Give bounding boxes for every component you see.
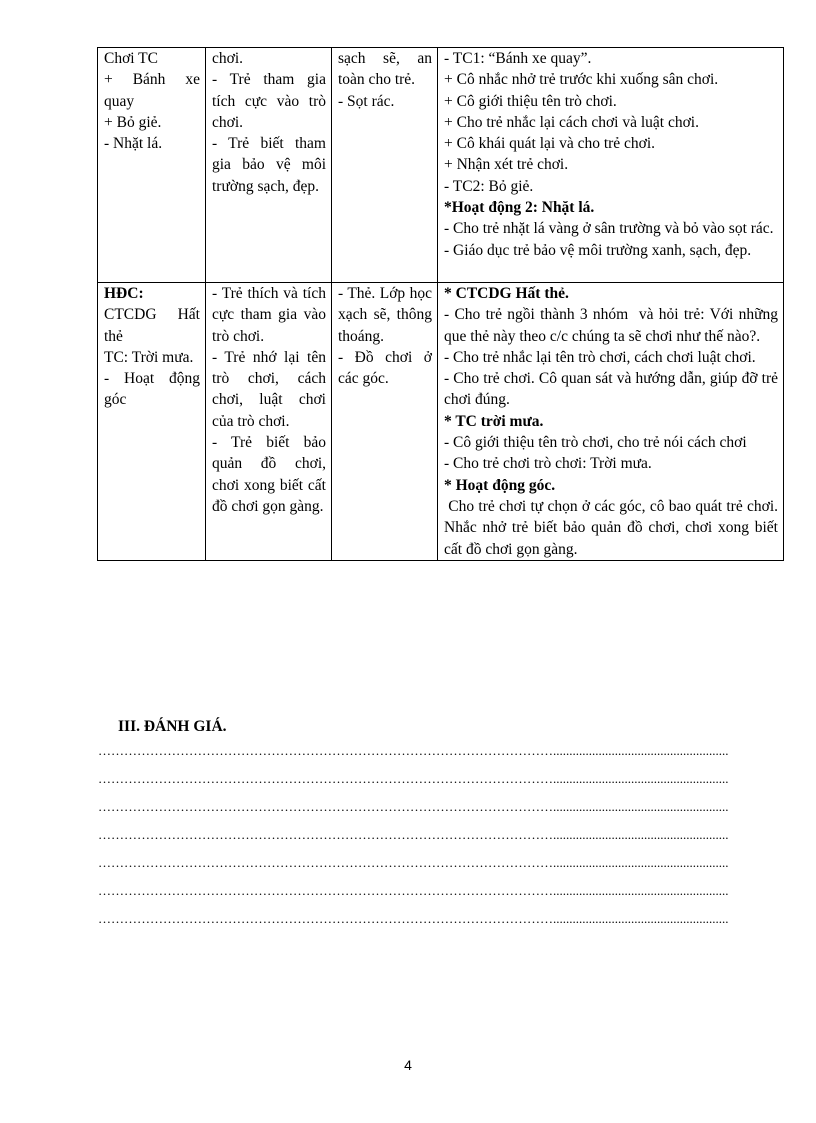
evaluation-line: ……………………………………………………………………………………………...................................................... (98, 912, 729, 926)
evaluation-line: ……………………………………………………………………………………………...................................................... (98, 772, 729, 786)
cell-preparation (332, 48, 438, 283)
cell-line: + Bánh xe quay (104, 71, 204, 110)
cell-line: sạch sẽ, an toàn cho trẻ. (338, 50, 436, 89)
cell-line: + Cho trẻ nhắc lại cách chơi và luật chơi. (444, 113, 699, 131)
cell-line: - Cho trẻ nhặt lá vàng ở sân trường và bỏ vào sọt rác. (444, 220, 774, 238)
cell-preparation (332, 282, 438, 560)
cell-line: - Cho trẻ chơi. Cô quan sát và hướng dẫn, giúp đỡ trẻ chơi đúng. (444, 370, 782, 409)
table-row-afternoon-activities (98, 282, 784, 560)
cell-activity (98, 48, 206, 283)
evaluation-line: ……………………………………………………………………………………………...................................................... (98, 744, 729, 758)
cell-heading: * Hoạt động góc. (444, 476, 556, 494)
evaluation-line: ……………………………………………………………………………………………...................................................... (98, 884, 729, 898)
cell-line: - Cho trẻ chơi trò chơi: Trời mưa. (444, 455, 652, 473)
evaluation-heading: III. ĐÁNH GIÁ. (118, 718, 227, 735)
cell-heading: HĐC: (104, 284, 144, 302)
activity-plan-table (97, 47, 784, 561)
cell-line: CTCDG Hất thẻ (104, 306, 204, 345)
cell-line: + Cô khái quát lại và cho trẻ chơi. (444, 135, 656, 153)
cell-line: - Nhặt lá. (104, 135, 163, 153)
cell-procedure (438, 282, 784, 560)
page-number: 4 (404, 1057, 412, 1073)
cell-line: - Cho trẻ ngồi thành 3 nhóm và hỏi trẻ: Với những que thẻ này theo c/c chúng ta sẽ chơi như thế nào?. (444, 306, 782, 345)
cell-line: + Bỏ giẻ. (104, 113, 162, 131)
evaluation-line: ……………………………………………………………………………………………...................................................... (98, 828, 729, 842)
cell-line: - Giáo dục trẻ bảo vệ môi trường xanh, sạch, đẹp. (444, 241, 752, 259)
cell-line: - TC2: Bỏ giẻ. (444, 177, 534, 195)
evaluation-line: ……………………………………………………………………………………………...................................................... (98, 800, 729, 814)
cell-line: - Cô giới thiệu tên trò chơi, cho trẻ nói cách chơi (444, 434, 747, 452)
evaluation-line: ……………………………………………………………………………………………...................................................... (98, 856, 729, 870)
cell-heading: * TC trời mưa. (444, 412, 544, 430)
cell-objectives (206, 282, 332, 560)
cell-line: - Trẻ biết bảo quản đồ chơi, chơi xong biết cất đồ chơi gọn gàng. (212, 434, 330, 515)
cell-heading: *Hoạt động 2: Nhặt lá. (444, 199, 595, 217)
cell-line: + Cô nhắc nhở trẻ trước khi xuống sân chơi. (444, 71, 719, 89)
cell-line: - Trẻ thích và tích cực tham gia vào trò chơi. (212, 284, 330, 345)
cell-line: - Trẻ biết tham gia bảo vệ môi trường sạch, đẹp. (212, 135, 330, 195)
cell-line: Cho trẻ chơi tự chọn ở các góc, cô bao quát trẻ chơi. Nhắc nhở trẻ biết bảo quản đồ chơi, chơi xong biết cất đồ chơi gọn gàng. (444, 497, 782, 558)
table-row-outdoor-games (98, 48, 784, 283)
cell-line: - TC1: “Bánh xe quay”. (444, 50, 592, 67)
cell-line: - Trẻ tham gia tích cực vào trò chơi. (212, 71, 330, 131)
cell-line: - Thẻ. Lớp học xạch sẽ, thông thoáng. (338, 284, 436, 345)
cell-line: + Cô giới thiệu tên trò chơi. (444, 92, 617, 110)
cell-line: - Hoạt động góc (104, 370, 204, 409)
cell-line: + Nhận xét trẻ chơi. (444, 156, 569, 174)
cell-line: - Đồ chơi ở các góc. (338, 348, 436, 388)
cell-line: Chơi TC (104, 50, 158, 67)
cell-line: - Sọt rác. (338, 92, 395, 110)
cell-activity (98, 282, 206, 560)
cell-line: chơi. (212, 50, 244, 67)
cell-line: - Cho trẻ nhắc lại tên trò chơi, cách chơi luật chơi. (444, 348, 756, 366)
cell-objectives (206, 48, 332, 283)
cell-procedure (438, 48, 784, 283)
cell-line: TC: Trời mưa. (104, 348, 194, 366)
cell-heading: * CTCDG Hất thẻ. (444, 284, 569, 302)
cell-line: - Trẻ nhớ lại tên trò chơi, cách chơi, luật chơi của trò chơi. (212, 348, 330, 430)
